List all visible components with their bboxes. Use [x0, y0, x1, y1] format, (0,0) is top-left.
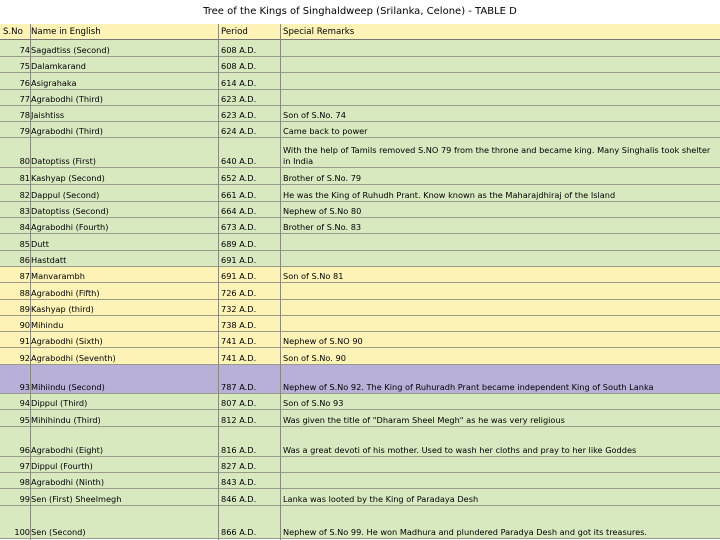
table-row	[0, 185, 720, 202]
column-divider	[218, 24, 219, 540]
cell-period: 623 A.D.	[221, 94, 257, 104]
cell-name: Agrabodhi (Third)	[31, 94, 103, 104]
table-header-row	[0, 24, 720, 40]
cell-remarks: Nephew of S.No 92. The King of Ruhuradh Prant became independent King of South Lanka	[283, 381, 654, 392]
cell-sno: 81	[19, 173, 30, 183]
table-row	[0, 427, 720, 457]
cell-sno: 89	[19, 304, 30, 314]
table-row	[0, 267, 720, 283]
cell-name: Dutt	[31, 239, 49, 249]
cell-sno: 74	[19, 45, 30, 55]
cell-sno: 100	[14, 527, 30, 537]
cell-name: Dappul (Second)	[31, 190, 100, 200]
cell-remarks: Nephew of S.No 80	[283, 205, 362, 216]
cell-sno: 76	[19, 78, 30, 88]
cell-period: 787 A.D.	[221, 382, 257, 392]
cell-name: Dippul (Fourth)	[31, 461, 93, 471]
column-divider	[280, 24, 281, 540]
table-title: Tree of the Kings of Singhaldweep (Srilanka, Celone) - TABLE D	[203, 6, 517, 17]
table-row	[0, 106, 720, 122]
table-row	[0, 138, 720, 168]
cell-sno: 97	[19, 461, 30, 471]
table-row	[0, 202, 720, 218]
cell-period: 812 A.D.	[221, 415, 257, 425]
cell-remarks: Son of S.No. 74	[283, 109, 346, 120]
cell-name: Datoptiss (First)	[31, 156, 96, 166]
cell-name: Agrabodhi (Fifth)	[31, 288, 100, 298]
cell-name: Sen (First) Sheelmegh	[31, 494, 122, 504]
cell-period: 738 A.D.	[221, 320, 257, 330]
cell-sno: 99	[19, 494, 30, 504]
cell-name: Agrabodhi (Sixth)	[31, 336, 103, 346]
cell-sno: 86	[19, 255, 30, 265]
cell-remarks: Nephew of S.NO 90	[283, 335, 363, 346]
cell-name: Agrabodhi (Fourth)	[31, 222, 109, 232]
cell-sno: 96	[19, 445, 30, 455]
cell-sno: 83	[19, 206, 30, 216]
cell-name: Manvarambh	[31, 271, 85, 281]
cell-sno: 87	[19, 271, 30, 281]
cell-remarks: Son of S.No 93	[283, 397, 344, 408]
cell-sno: 75	[19, 61, 30, 71]
table-row	[0, 73, 720, 90]
cell-name: Sen (Second)	[31, 527, 86, 537]
cell-name: Asigrahaka	[31, 78, 77, 88]
column-header-sno: S.No	[3, 27, 23, 37]
table-row	[0, 365, 720, 394]
table-row	[0, 40, 720, 57]
cell-sno: 90	[19, 320, 30, 330]
cell-sno: 78	[19, 110, 30, 120]
cell-name: Kashyap (Second)	[31, 173, 105, 183]
cell-remarks: He was the King of Ruhudh Prant. Know known as the Maharajdhiraj of the Island	[283, 189, 616, 200]
kings-table	[0, 24, 720, 539]
cell-remarks: Brother of S.No. 83	[283, 221, 362, 232]
cell-period: 732 A.D.	[221, 304, 257, 314]
cell-name: Sagadtiss (Second)	[31, 45, 110, 55]
column-header-period: Period	[221, 27, 248, 37]
cell-sno: 95	[19, 415, 30, 425]
cell-period: 807 A.D.	[221, 398, 257, 408]
cell-name: Mihindu	[31, 320, 64, 330]
table-row	[0, 218, 720, 234]
table-row	[0, 332, 720, 348]
cell-sno: 85	[19, 239, 30, 249]
cell-remarks: Brother of S.No. 79	[283, 172, 362, 183]
cell-period: 652 A.D.	[221, 173, 257, 183]
cell-sno: 84	[19, 222, 30, 232]
cell-remarks: Son of S.No 81	[283, 270, 344, 281]
cell-period: 614 A.D.	[221, 78, 257, 88]
cell-period: 664 A.D.	[221, 206, 257, 216]
cell-period: 624 A.D.	[221, 126, 257, 136]
cell-period: 816 A.D.	[221, 445, 257, 455]
cell-name: Kashyap (third)	[31, 304, 94, 314]
cell-period: 623 A.D.	[221, 110, 257, 120]
cell-sno: 94	[19, 398, 30, 408]
cell-sno: 79	[19, 126, 30, 136]
column-header-name: Name in English	[31, 27, 101, 37]
cell-period: 640 A.D.	[221, 156, 257, 166]
cell-name: Agrabodhi (Seventh)	[31, 353, 116, 363]
cell-period: 741 A.D.	[221, 336, 257, 346]
cell-period: 608 A.D.	[221, 61, 257, 71]
cell-period: 691 A.D.	[221, 271, 257, 281]
cell-name: Datoptiss (Second)	[31, 206, 109, 216]
cell-sno: 77	[19, 94, 30, 104]
table-row	[0, 283, 720, 300]
cell-name: Mihihindu (Third)	[31, 415, 101, 425]
table-row	[0, 489, 720, 506]
table-row	[0, 90, 720, 106]
cell-period: 661 A.D.	[221, 190, 257, 200]
cell-name: Jaishtiss	[31, 110, 65, 120]
cell-period: 726 A.D.	[221, 288, 257, 298]
cell-period: 741 A.D.	[221, 353, 257, 363]
cell-remarks: Was a great devoti of his mother. Used to wash her cloths and pray to her like Goddes	[283, 444, 637, 455]
table-row	[0, 457, 720, 473]
cell-remarks: Came back to power	[283, 125, 368, 136]
table-row	[0, 251, 720, 267]
column-header-remarks: Special Remarks	[283, 26, 355, 37]
cell-period: 673 A.D.	[221, 222, 257, 232]
cell-name: Agrabodhi (Ninth)	[31, 477, 105, 487]
cell-remarks: With the help of Tamils removed S.NO 79 from the throne and became king. Many Singhalis took shelter in India	[283, 145, 711, 166]
table-body	[0, 40, 720, 539]
table-row	[0, 473, 720, 489]
table-row	[0, 168, 720, 185]
cell-sno: 80	[19, 156, 30, 166]
cell-sno: 98	[19, 477, 30, 487]
cell-period: 846 A.D.	[221, 494, 257, 504]
cell-remarks: Lanka was looted by the King of Paradaya Desh	[283, 493, 479, 504]
cell-remarks: Son of S.No. 90	[283, 352, 346, 363]
table-row	[0, 57, 720, 73]
cell-name: Agrabodhi (Third)	[31, 126, 103, 136]
table-row	[0, 410, 720, 427]
column-divider	[30, 24, 31, 540]
cell-period: 608 A.D.	[221, 45, 257, 55]
cell-period: 843 A.D.	[221, 477, 257, 487]
cell-sno: 93	[19, 382, 30, 392]
cell-sno: 88	[19, 288, 30, 298]
cell-name: Agrabodhi (Eight)	[31, 445, 104, 455]
table-row	[0, 234, 720, 251]
cell-name: Mihiindu (Second)	[31, 382, 105, 392]
cell-sno: 92	[19, 353, 30, 363]
table-row	[0, 394, 720, 410]
table-row	[0, 300, 720, 316]
table-row	[0, 316, 720, 332]
cell-remarks: Nephew of S.No 99. He won Madhura and plundered Paradya Desh and got its treasures.	[283, 526, 647, 537]
table-row	[0, 348, 720, 365]
table-row	[0, 506, 720, 539]
cell-name: Hastdatt	[31, 255, 67, 265]
cell-period: 691 A.D.	[221, 255, 257, 265]
cell-sno: 82	[19, 190, 30, 200]
table-row	[0, 122, 720, 138]
cell-period: 689 A.D.	[221, 239, 257, 249]
cell-name: Dalamkarand	[31, 61, 86, 71]
cell-name: Dippul (Third)	[31, 398, 88, 408]
cell-sno: 91	[19, 336, 30, 346]
cell-period: 827 A.D.	[221, 461, 257, 471]
cell-remarks: Was given the title of "Dharam Sheel Megh" as he was very religious	[283, 414, 565, 425]
cell-period: 866 A.D.	[221, 527, 257, 537]
